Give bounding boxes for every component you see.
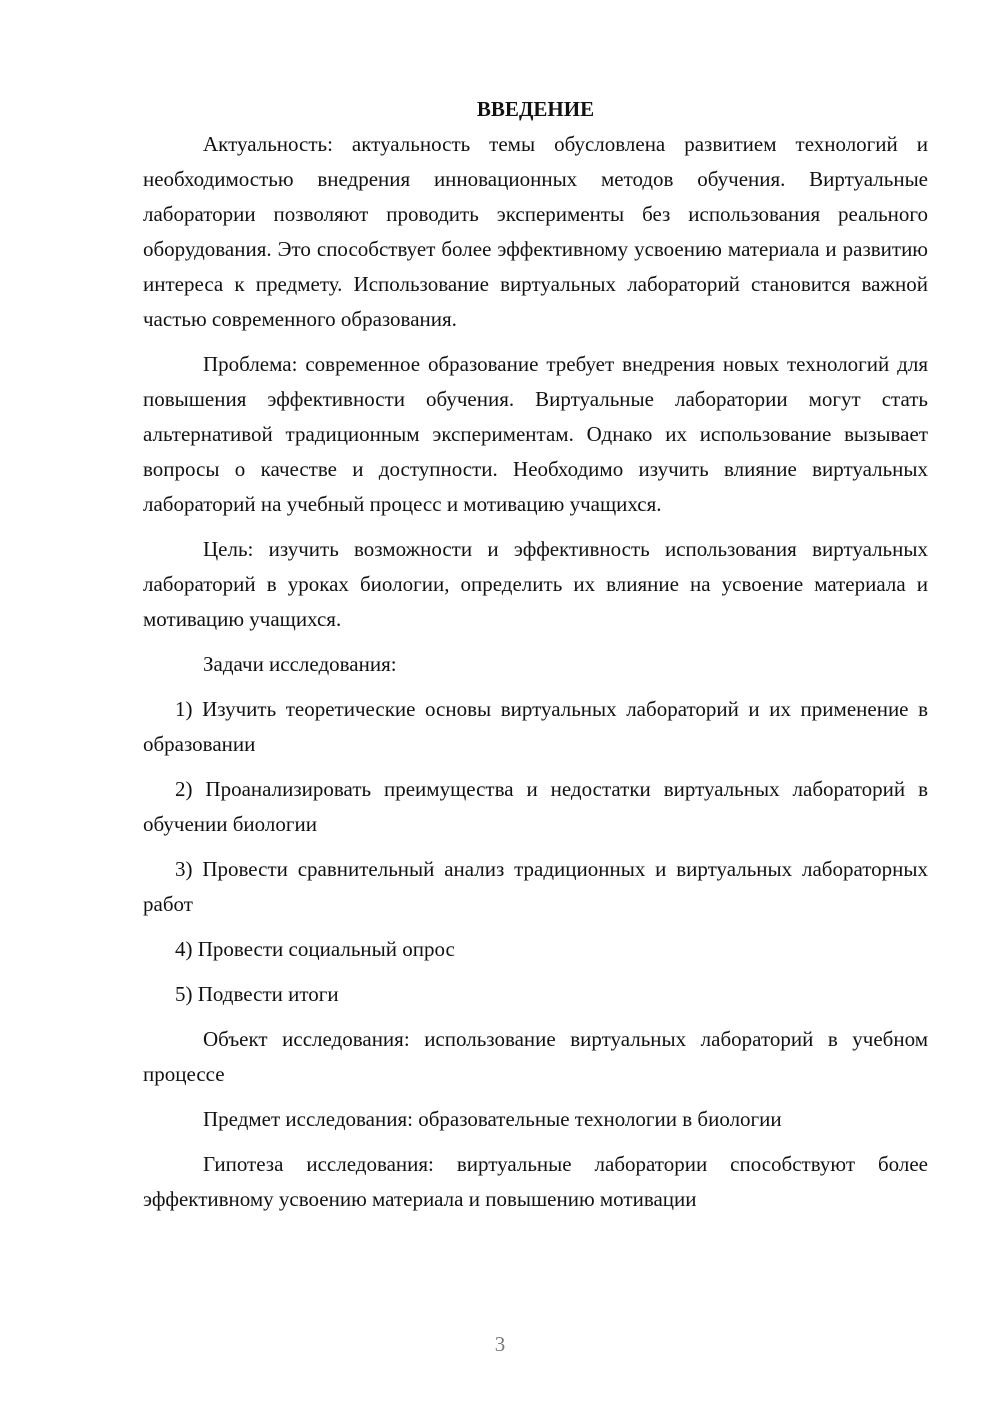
task-item-4: 4) Провести социальный опрос (175, 937, 455, 961)
section-heading: ВВЕДЕНИЕ (476, 97, 595, 121)
paragraph-hypothesis: Гипотеза исследования: виртуальные лаборатории способствуют более эффективному усвоению материала и повышению мотивации (143, 1152, 928, 1211)
task-item-3: 3) Провести сравнительный анализ традиционных и виртуальных лабораторных работ (143, 857, 928, 916)
paragraph-problem: Проблема: современное образование требует внедрения новых технологий для повышения эффективности обучения. Виртуальные лаборатории могут стать альтернативой традиционным экспериментам. Однако их использование вызывает вопросы о качестве и доступности. Необходимо изучить влияние виртуальных лабораторий на учебный процесс и мотивацию учащихся. (143, 352, 928, 516)
paragraph-goal: Цель: изучить возможности и эффективность использования виртуальных лабораторий в уроках биологии, определить их влияние на усвоение материала и мотивацию учащихся. (143, 537, 928, 631)
task-item-2: 2) Проанализировать преимущества и недостатки виртуальных лабораторий в обучении биологии (143, 777, 928, 836)
task-item-5: 5) Подвести итоги (175, 982, 339, 1006)
paragraph-object: Объект исследования: использование виртуальных лабораторий в учебном процессе (143, 1027, 928, 1086)
document-page (143, 92, 928, 1217)
paragraph-subject: Предмет исследования: образовательные технологии в биологии (203, 1107, 782, 1131)
tasks-title: Задачи исследования: (203, 652, 397, 676)
task-item-1: 1) Изучить теоретические основы виртуальных лабораторий и их применение в образовании (143, 697, 928, 756)
page-number: 3 (494, 1332, 506, 1356)
paragraph-relevance: Актуальность: актуальность темы обусловлена развитием технологий и необходимостью внедрения инновационных методов обучения. Виртуальные лаборатории позволяют проводить эксперименты без использования реального оборудования. Это способствует более эффективному усвоению материала и развитию интереса к предмету. Использование виртуальных лабораторий становится важной частью современного образования. (143, 132, 928, 331)
